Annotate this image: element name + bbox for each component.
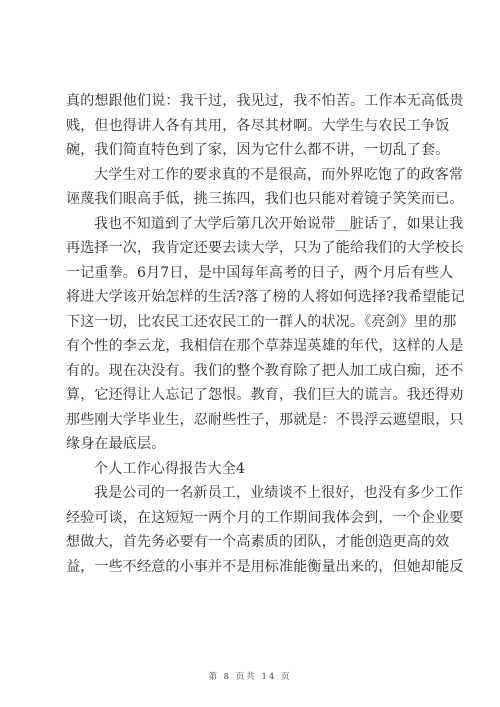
- section-heading: 个人工作心得报告大全4: [94, 460, 246, 477]
- text-line: 我也不知道到了大学后第几次开始说带__脏话了，如果让我: [94, 215, 464, 232]
- text-line: 再选择一次，我肯定还要去读大学，只为了能给我们的大学校长: [66, 240, 464, 256]
- page-footer: 第 8 页共 14 页: [208, 672, 292, 682]
- body-text: [66, 89, 465, 579]
- text-line: 想做大，首先务必要有一个高素质的团队，才能创造更高的效: [66, 534, 450, 550]
- text-line: 经验可谈，在这短短一两个月的工作期间我体会到，一个企业要: [66, 509, 464, 526]
- text-line: 贱，但也得讲人各有其用，各尽其材啊。大学生与农民工争饭: [66, 117, 450, 134]
- text-line: 那些刚大学毕业生，忍耐些性子，那就是：不畏浮云遮望眼，只: [66, 411, 464, 428]
- text-line: 真的想跟他们说：我干过，我见过，我不怕苦。工作本无高低贵: [66, 93, 464, 109]
- text-line: 算，它还得让人忘记了怨恨。教育，我们巨大的谎言。我还得劝: [66, 387, 464, 403]
- text-line: 益，一些不经意的小事并不是用标准能衡量出来的，但她却能反: [66, 558, 464, 575]
- text-line: 一记重拳。6月7日，是中国每年高考的日子，两个月后有些人: [66, 264, 454, 281]
- text-line: 有的。现在决没有。我们的整个教育除了把人加工成白痴，还不: [66, 362, 464, 379]
- text-line: 缘身在最底层。: [66, 436, 166, 452]
- text-line: 碗，我们简直特色到了家，因为它什么都不讲，一切乱了套。: [66, 142, 450, 158]
- text-line: 我是公司的一名新员工，业绩谈不上很好，也没有多少工作: [94, 485, 464, 501]
- text-line: 下这一切，比农民工还农民工的一群人的状况。《亮剑》里的那: [66, 313, 457, 330]
- text-line: 有个性的李云龙，我相信在那个草莽逞英雄的年代，这样的人是: [66, 338, 464, 354]
- text-line: 将进大学该开始怎样的生活?落了榜的人将如何选择?我希望能记: [66, 289, 465, 305]
- text-line: 诬蔑我们眼高手低，挑三拣四，我们也只能对着镜子笑笑而已。: [66, 191, 464, 207]
- text-line: 大学生对工作的要求真的不是很高，而外界吃饱了的政客常: [94, 166, 464, 183]
